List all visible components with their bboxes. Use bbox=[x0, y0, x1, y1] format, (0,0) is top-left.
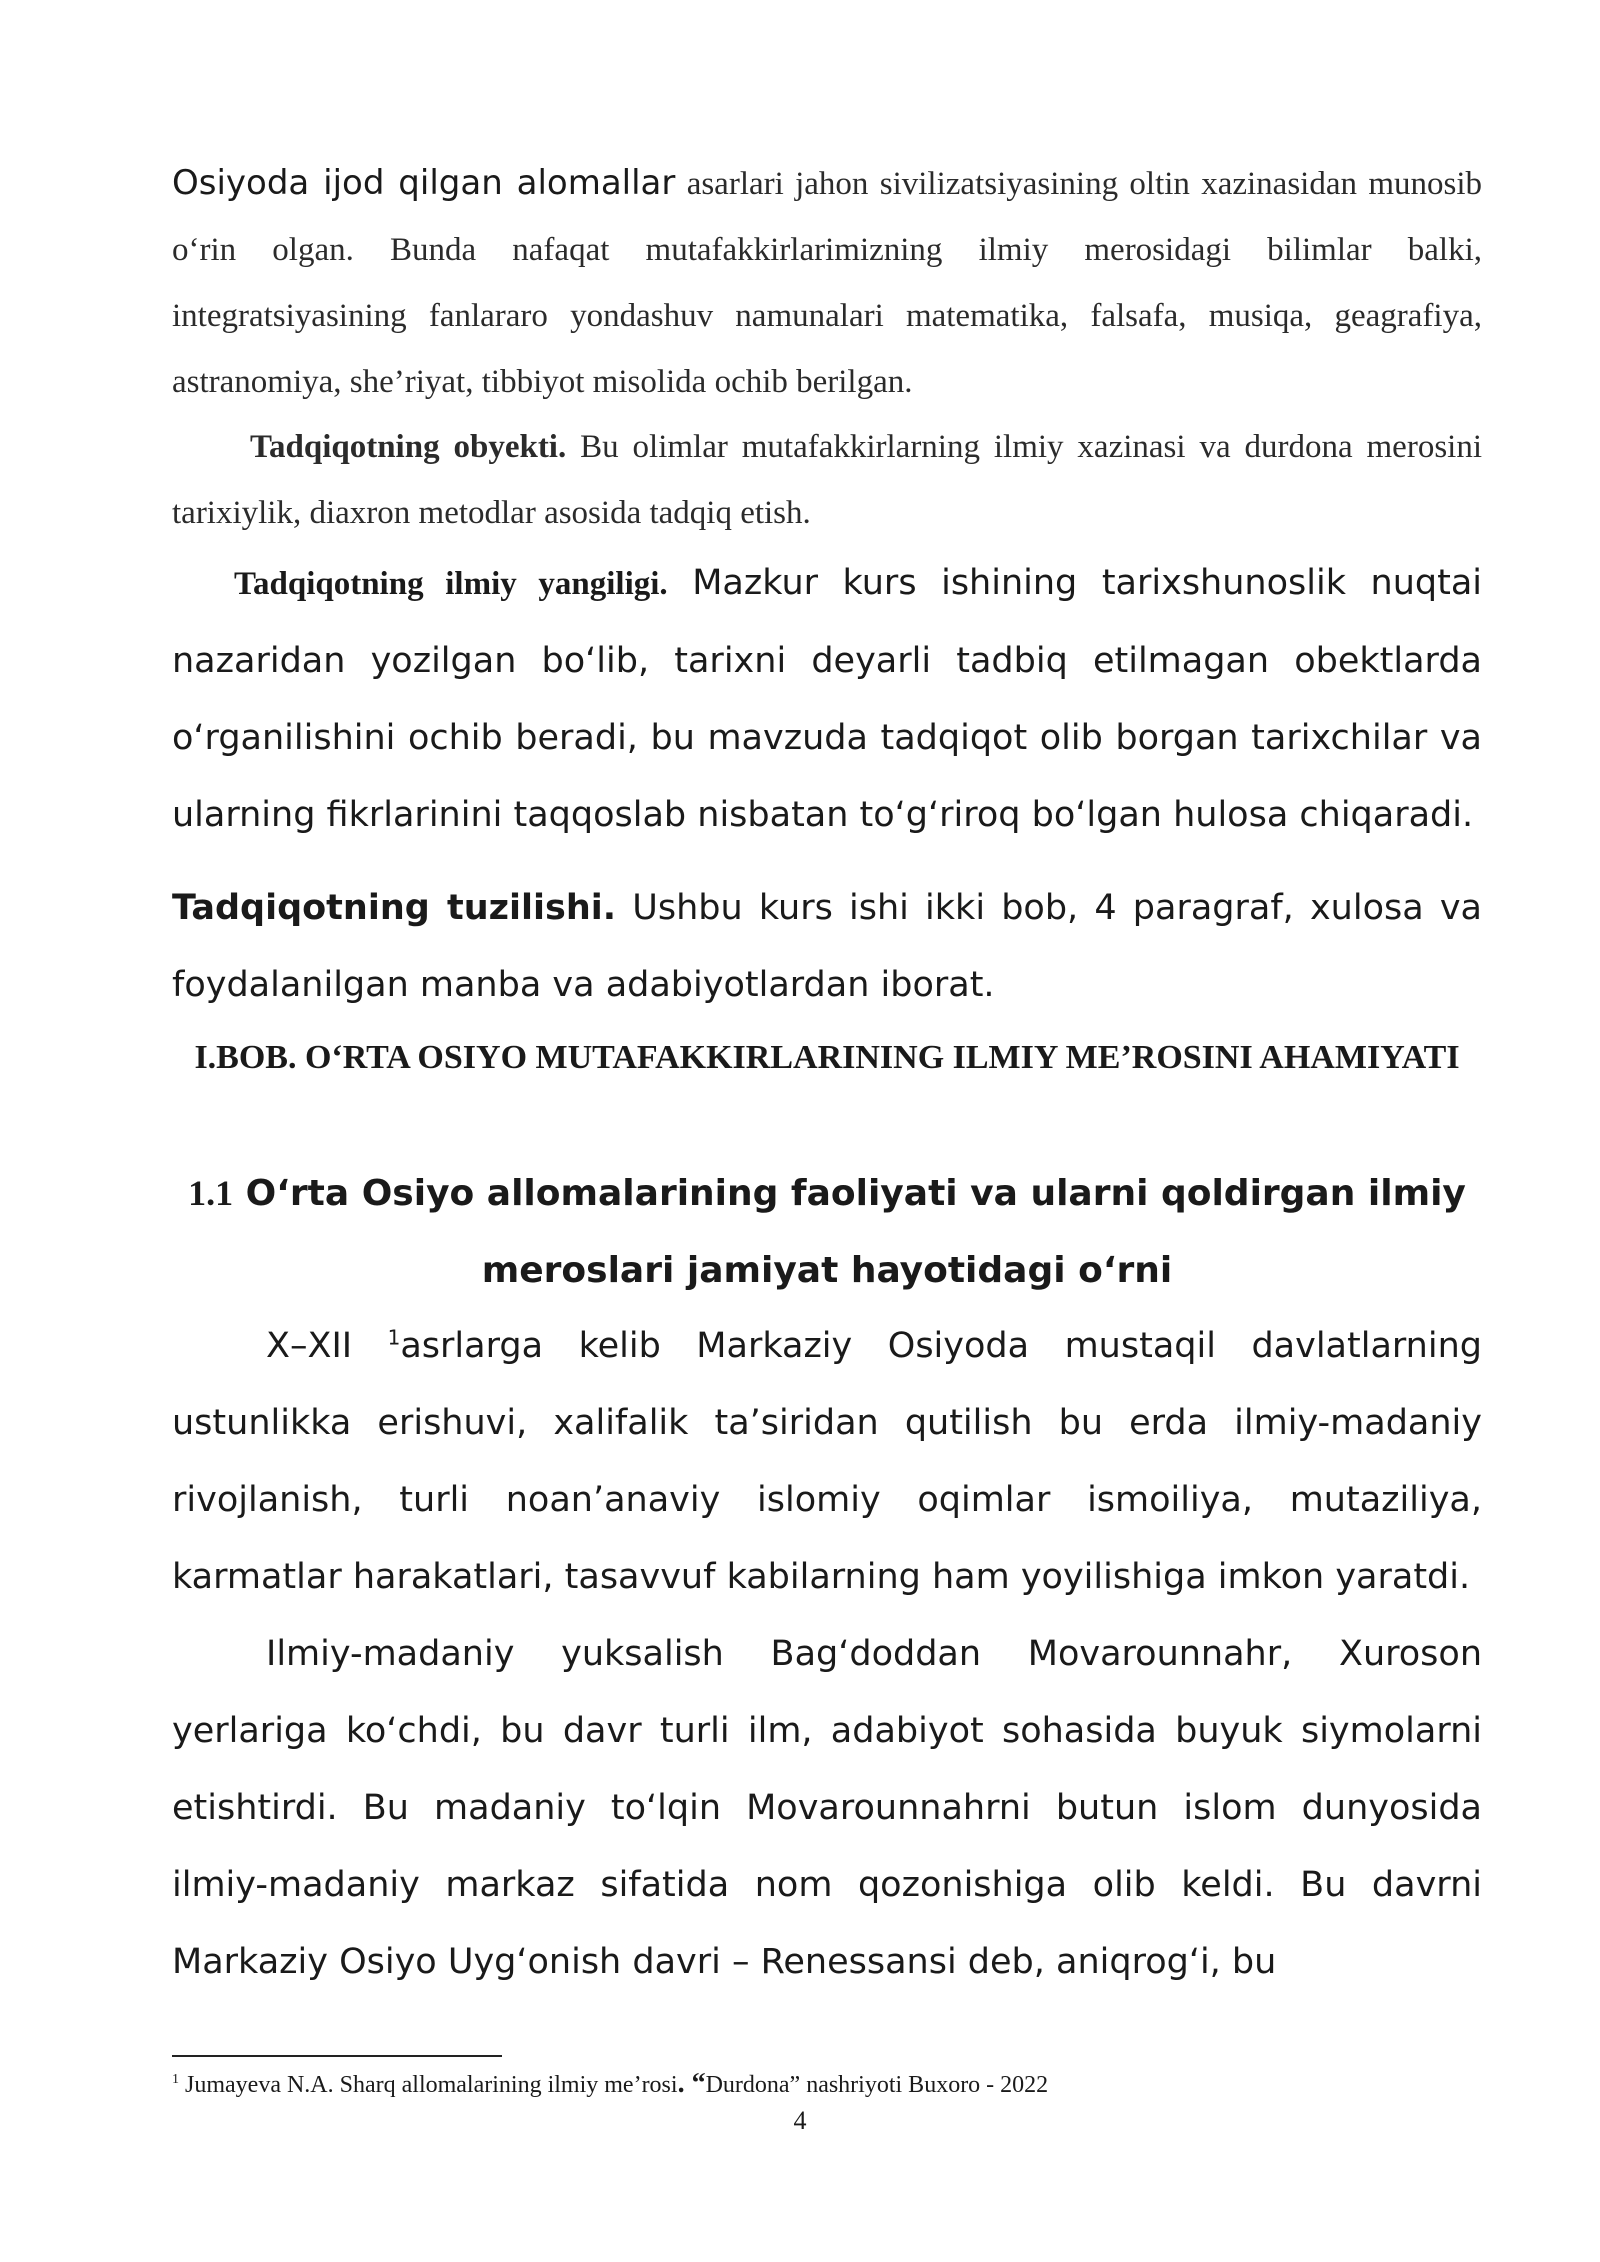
footnote-separator bbox=[172, 2055, 502, 2057]
paragraph-intro-text: asarlari jahon sivilizatsiyasining oltin xazinasidan munosib o‘rin olgan. Bunda nafaqat mutafakkirlarimizning ilmiy merosidagi bilimlar balki, integratsiyasining fanlararo yondashuv namunalari matematika, falsafa, musiqa, geagrafiya, astranomiya, she’riyat, tibbiyot misolida ochib berilgan. bbox=[172, 166, 1482, 400]
paragraph-research-structure bbox=[172, 870, 1482, 1024]
paragraph-scientific-novelty bbox=[172, 545, 1482, 854]
section-number: 1.1 bbox=[188, 1173, 234, 1213]
footnote bbox=[172, 2068, 1048, 2100]
footnote-text-b: Durdona” nashriyoti Buxoro - 2022 bbox=[705, 2072, 1049, 2098]
paragraph-scientific-rise: Ilmiy-madaniy yuksalish Bag‘doddan Movarounnahr, Xuroson yerlariga ko‘chdi, bu davr turli ilm, adabiyot sohasida buyuk siymolarni etishtirdi. Bu madaniy to‘lqin Movarounnahrni butun islom dunyosida ilmiy-madaniy markaz sifatida nom qozonishiga olib keldi. Bu davrni Markaziy Osiyo Uyg‘onish davri – Renessansi deb, aniqrog‘i, bu bbox=[172, 1634, 1482, 1982]
scientific-novelty-label: Tadqiqotning ilmiy yangiligi. bbox=[234, 566, 668, 602]
paragraph-research-object bbox=[172, 414, 1482, 546]
historical-context-prefix: X–XII bbox=[266, 1326, 388, 1366]
research-structure-label: Tadqiqotning tuzilishi. bbox=[172, 888, 617, 928]
section-title: O‘rta Osiyo allomalarining faoliyati va ularni qoldirgan ilmiy meroslari jamiyat hayotidagi o‘rni bbox=[233, 1173, 1466, 1291]
research-structure-text: Ushbu kurs ishi ikki bob, 4 paragraf, xulosa va foydalanilgan manba va adabiyotlardan iborat. bbox=[172, 888, 1482, 1005]
historical-context-text: asrlarga kelib Markaziy Osiyoda mustaqil davlatlarning ustunlikka erishuvi, xalifalik ta’siridan qutilish bu erda ilmiy-madaniy rivojlanish, turli noan’anaviy islomiy oqimlar ismoiliya, mutaziliya, karmatlar harakatlari, tasavvuf kabilarning ham yoyilishiga imkon yaratdi. bbox=[172, 1326, 1482, 1597]
paragraph-historical-context bbox=[172, 1308, 1482, 1616]
chapter-heading: I.BOB. O‘RTA OSIYO MUTAFAKKIRLARINING ILMIY ME’ROSINI AHAMIYATI bbox=[194, 1039, 1460, 1076]
page-number: 4 bbox=[793, 2106, 807, 2135]
paragraph-intro bbox=[172, 150, 1482, 415]
footnote-reference[interactable]: 1 bbox=[387, 1325, 401, 1350]
research-object-label: Tadqiqotning obyekti. bbox=[250, 429, 567, 465]
scientific-novelty-text: Mazkur kurs ishining tarixshunoslik nuqtai nazaridan yozilgan bo‘lib, tarixni deyarli tadbiq etilmagan obektlarda o‘rganilishini ochib beradi, bu mavzuda tadqiqot olib borgan tarixchilar va ularning fikrlarinini taqqoslab nisbatan to‘g‘riroq bo‘lgan hulosa chiqaradi. bbox=[172, 563, 1482, 835]
research-object-text: Bu olimlar mutafakkirlarning ilmiy xazinasi va durdona merosini tarixiylik, diaxron metodlar asosida tadqiq etish. bbox=[172, 429, 1482, 531]
footnote-mark: 1 bbox=[172, 2072, 179, 2087]
footnote-separator-text: . “ bbox=[677, 2068, 706, 2099]
section-heading bbox=[172, 1155, 1482, 1309]
footnote-text-a: Jumayeva N.A. Sharq allomalarining ilmiy me’rosi bbox=[179, 2072, 678, 2098]
paragraph-intro-lead: Osiyoda ijod qilgan alomallar bbox=[172, 163, 676, 203]
